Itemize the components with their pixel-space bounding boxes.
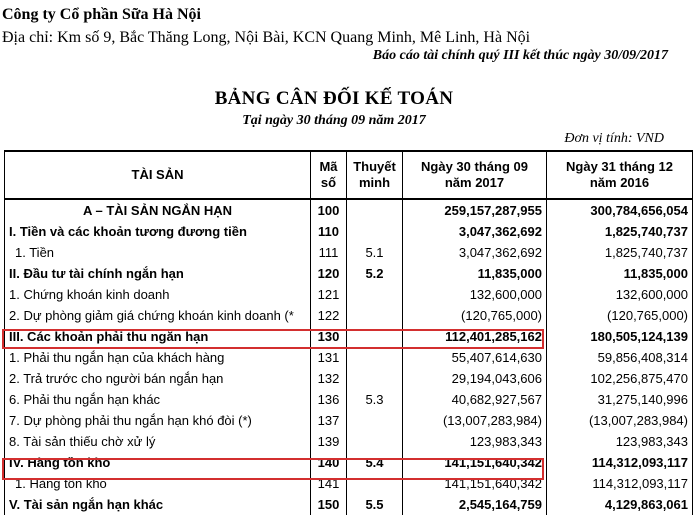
table-row — [5, 368, 693, 389]
row-note — [347, 368, 403, 389]
row-note — [347, 221, 403, 242]
row-name: V. Tài sản ngắn hạn khác — [5, 494, 311, 515]
row-value-2017: 132,600,000 — [403, 284, 547, 305]
row-value-2016: 102,256,875,470 — [547, 368, 693, 389]
row-note — [347, 431, 403, 452]
table-row — [5, 452, 693, 473]
row-value-2017: 29,194,043,606 — [403, 368, 547, 389]
row-value-2016: 4,129,863,061 — [547, 494, 693, 515]
row-name: III. Các khoản phải thu ngắn hạn — [5, 326, 311, 347]
row-name: 1. Chứng khoán kinh doanh — [5, 284, 311, 305]
row-value-2016: 59,856,408,314 — [547, 347, 693, 368]
row-code: 121 — [311, 284, 347, 305]
row-value-2017: 3,047,362,692 — [403, 221, 547, 242]
header-note-line2: minh — [358, 175, 391, 190]
header-code — [311, 151, 347, 199]
row-name: 8. Tài sản thiếu chờ xử lý — [5, 431, 311, 452]
row-code: 137 — [311, 410, 347, 431]
row-code: 122 — [311, 305, 347, 326]
header-2016 — [547, 151, 693, 199]
row-code: 139 — [311, 431, 347, 452]
row-value-2017: 141,151,640,342 — [403, 452, 547, 473]
table-row — [5, 263, 693, 284]
row-value-2016: 114,312,093,117 — [547, 473, 693, 494]
row-code: 150 — [311, 494, 347, 515]
row-value-2016: 132,600,000 — [547, 284, 693, 305]
table-row — [5, 410, 693, 431]
header-2016-line1: Ngày 31 tháng 12 — [566, 159, 673, 174]
row-value-2016: 123,983,343 — [547, 431, 693, 452]
row-note — [347, 473, 403, 494]
header-note-line1: Thuyết — [353, 159, 396, 174]
header-2017 — [403, 151, 547, 199]
row-value-2016: 300,784,656,054 — [547, 199, 693, 221]
row-value-2016: 1,825,740,737 — [547, 242, 693, 263]
row-note — [347, 199, 403, 221]
row-note — [347, 326, 403, 347]
row-name: 1. Phải thu ngắn hạn của khách hàng — [5, 347, 311, 368]
header-note — [347, 151, 403, 199]
table-row — [5, 389, 693, 410]
table-row — [5, 199, 693, 221]
row-value-2017: 11,835,000 — [403, 263, 547, 284]
table-row — [5, 473, 693, 494]
row-value-2016: (13,007,283,984) — [547, 410, 693, 431]
row-value-2017: 3,047,362,692 — [403, 242, 547, 263]
row-code: 140 — [311, 452, 347, 473]
row-value-2016: 31,275,140,996 — [547, 389, 693, 410]
table-row — [5, 305, 693, 326]
row-code: 100 — [311, 199, 347, 221]
row-code: 120 — [311, 263, 347, 284]
row-value-2016: (120,765,000) — [547, 305, 693, 326]
row-value-2017: 55,407,614,630 — [403, 347, 547, 368]
table-row — [5, 242, 693, 263]
table-row — [5, 326, 693, 347]
row-code: 132 — [311, 368, 347, 389]
statement-title: BẢNG CÂN ĐỐI KẾ TOÁN — [214, 88, 454, 109]
row-value-2017: 141,151,640,342 — [403, 473, 547, 494]
table-row — [5, 494, 693, 515]
row-name: 7. Dự phòng phải thu ngắn hạn khó đòi (*) — [5, 410, 311, 431]
row-value-2017: 2,545,164,759 — [403, 494, 547, 515]
report-period: Báo cáo tài chính quý III kết thúc ngày 30/09/2017 — [372, 48, 668, 63]
company-name: Công ty Cổ phần Sữa Hà Nội — [2, 6, 201, 23]
row-code: 110 — [311, 221, 347, 242]
table-header-row — [5, 151, 693, 199]
row-value-2017: 40,682,927,567 — [403, 389, 547, 410]
statement-date: Tại ngày 30 tháng 09 năm 2017 — [242, 113, 426, 128]
balance-sheet-table — [4, 150, 693, 515]
row-value-2016: 1,825,740,737 — [547, 221, 693, 242]
table-row — [5, 431, 693, 452]
row-value-2016: 180,505,124,139 — [547, 326, 693, 347]
row-name: II. Đầu tư tài chính ngắn hạn — [5, 263, 311, 284]
header-code-line2: số — [320, 175, 337, 190]
row-code: 136 — [311, 389, 347, 410]
company-address: Địa chỉ: Km số 9, Bắc Thăng Long, Nội Bài, KCN Quang Minh, Mê Linh, Hà Nội — [2, 29, 531, 46]
row-name: 1. Tiền — [5, 242, 311, 263]
row-value-2016: 114,312,093,117 — [547, 452, 693, 473]
row-note — [347, 284, 403, 305]
row-name: 2. Dự phòng giảm giá chứng khoán kinh doanh (* — [5, 305, 311, 326]
currency-unit: Đơn vị tính: VND — [564, 131, 664, 146]
row-name: A – TÀI SẢN NGẮN HẠN — [5, 199, 311, 221]
header-asset: TÀI SẢN — [5, 151, 311, 199]
header-2017-line2: năm 2017 — [444, 175, 505, 190]
header-2016-line2: năm 2016 — [589, 175, 650, 190]
row-code: 130 — [311, 326, 347, 347]
row-value-2017: (120,765,000) — [403, 305, 547, 326]
row-code: 131 — [311, 347, 347, 368]
row-note: 5.1 — [347, 242, 403, 263]
header-code-line1: Mã — [319, 159, 338, 174]
table-row — [5, 284, 693, 305]
row-value-2017: 259,157,287,955 — [403, 199, 547, 221]
row-note — [347, 347, 403, 368]
row-name: 2. Trả trước cho người bán ngắn hạn — [5, 368, 311, 389]
row-value-2016: 11,835,000 — [547, 263, 693, 284]
row-note: 5.2 — [347, 263, 403, 284]
row-name: 1. Hàng tồn kho — [5, 473, 311, 494]
row-value-2017: 112,401,285,162 — [403, 326, 547, 347]
row-note — [347, 410, 403, 431]
row-value-2017: 123,983,343 — [403, 431, 547, 452]
row-name: IV. Hàng tồn kho — [5, 452, 311, 473]
row-code: 141 — [311, 473, 347, 494]
table-row — [5, 221, 693, 242]
row-note: 5.5 — [347, 494, 403, 515]
row-note — [347, 305, 403, 326]
table-row — [5, 347, 693, 368]
row-note: 5.3 — [347, 389, 403, 410]
row-name: I. Tiền và các khoản tương đương tiền — [5, 221, 311, 242]
row-value-2017: (13,007,283,984) — [403, 410, 547, 431]
row-name: 6. Phải thu ngắn hạn khác — [5, 389, 311, 410]
row-note: 5.4 — [347, 452, 403, 473]
header-2017-line1: Ngày 30 tháng 09 — [421, 159, 528, 174]
row-code: 111 — [311, 242, 347, 263]
